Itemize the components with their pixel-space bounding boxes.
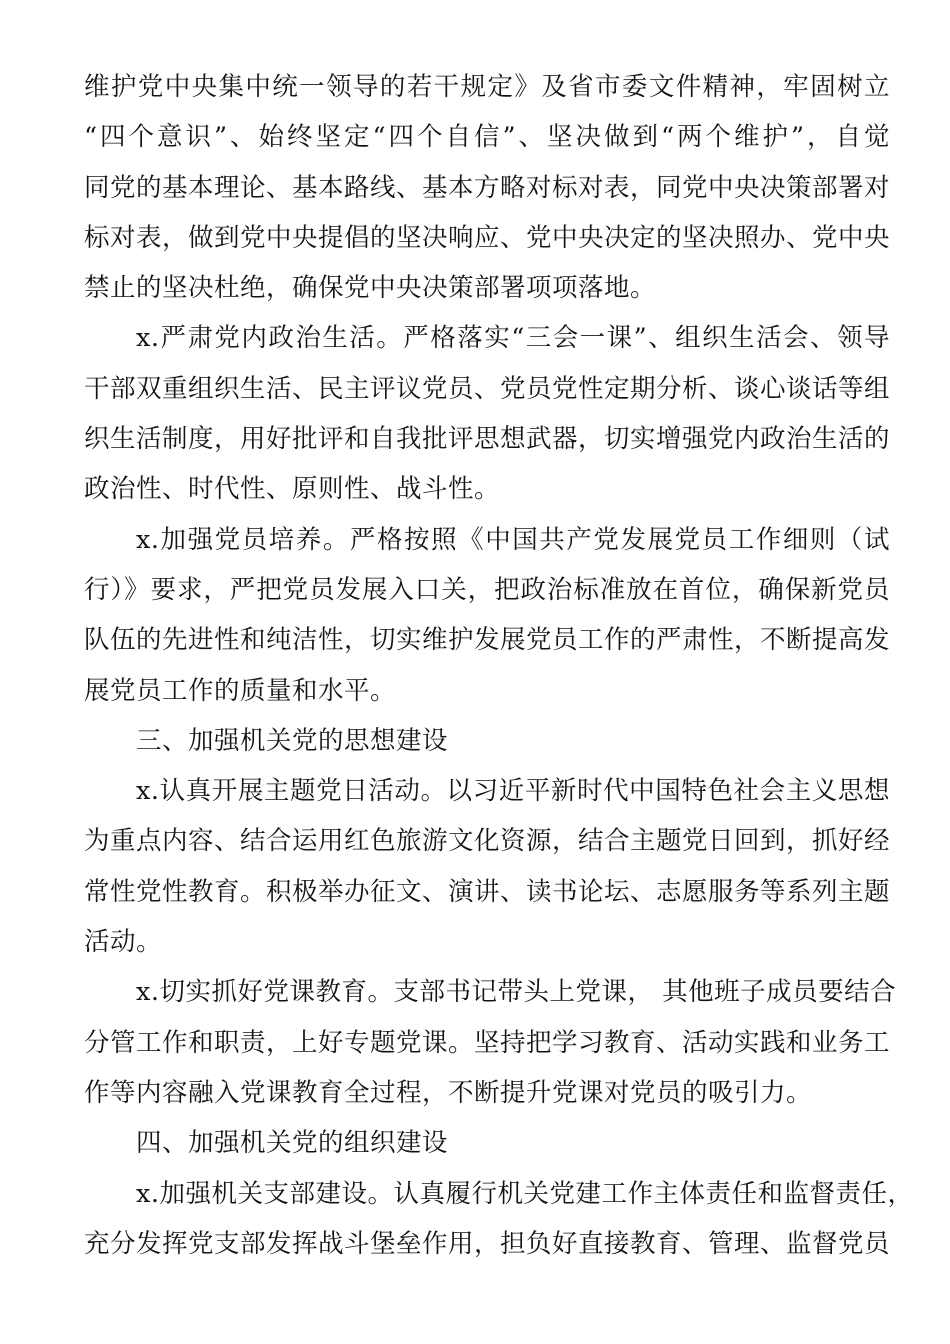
text-line-11: 行）》要求，严把党员发展入口关，把政治标准放在首位，确保新党员 xyxy=(84,574,890,605)
text-line-9: 政治性、时代性、原则性、战斗性。 xyxy=(84,474,501,505)
section-heading-3: 三、加强机关党的思想建设 xyxy=(136,725,449,756)
text-line-6: x.严肃党内政治生活。严格落实“三会一课”、组织生活会、领导 xyxy=(136,323,890,354)
text-line-19: x.切实抓好党课教育。支部书记带头上党课， 其他班子成员要结合 xyxy=(136,977,897,1008)
text-line-13: 展党员工作的质量和水平。 xyxy=(84,675,397,706)
text-line-16: 为重点内容、结合运用红色旅游文化资源，结合主题党日回到，抓好经 xyxy=(84,826,891,857)
text-line-4: 标对表，做到党中央提倡的坚决响应、党中央决定的坚决照办、党中央 xyxy=(84,222,891,253)
text-line-20: 分管工作和职责，上好专题党课。坚持把学习教育、活动实践和业务工 xyxy=(84,1027,891,1058)
section-heading-4: 四、加强机关党的组织建设 xyxy=(136,1128,449,1159)
document-page xyxy=(84,62,914,1269)
text-line-21: 作等内容融入党课教育全过程，不断提升党课对党员的吸引力。 xyxy=(84,1077,813,1108)
text-line-2: “四个意识”、始终坚定“四个自信”、坚决做到“两个维护”，自觉 xyxy=(84,122,890,153)
text-line-24: 充分发挥党支部发挥战斗堡垒作用，担负好直接教育、管理、监督党员 xyxy=(84,1228,891,1259)
text-line-10: x.加强党员培养。严格按照《中国共产党发展党员工作细则（试 xyxy=(136,524,890,555)
text-line-8: 织生活制度，用好批评和自我批评思想武器，切实增强党内政治生活的 xyxy=(84,424,891,455)
text-line-7: 干部双重组织生活、民主评议党员、党员党性定期分析、谈心谈话等组 xyxy=(84,373,891,404)
text-line-12: 队伍的先进性和纯洁性，切实维护发展党员工作的严肃性，不断提高发 xyxy=(84,625,891,656)
text-line-1: 维护党中央集中统一领导的若干规定》及省市委文件精神，牢固树立 xyxy=(84,72,890,102)
text-line-5: 禁止的坚决杜绝，确保党中央决策部署项项落地。 xyxy=(84,273,657,304)
text-line-3: 同党的基本理论、基本路线、基本方略对标对表，同党中央决策部署对 xyxy=(84,172,891,203)
text-line-15: x.认真开展主题党日活动。以习近平新时代中国特色社会主义思想 xyxy=(136,776,890,807)
text-line-17: 常性党性教育。积极举办征文、演讲、读书论坛、志愿服务等系列主题 xyxy=(84,876,891,907)
text-line-18: 活动。 xyxy=(84,927,163,958)
text-line-23: x.加强机关支部建设。认真履行机关党建工作主体责任和监督责任， xyxy=(136,1178,914,1209)
